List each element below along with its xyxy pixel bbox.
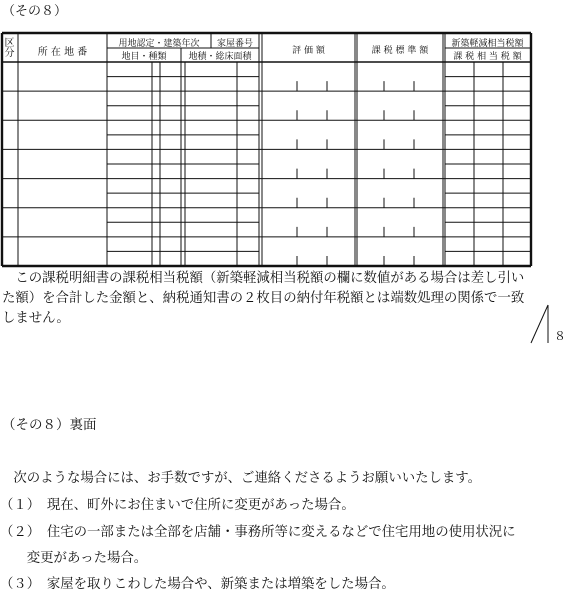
- header-land-cert-year: 用地認定・建築年次: [118, 39, 200, 49]
- item-2: （２） 住宅の一部または全部を店舗・事務所等に変えるなどで住宅用地の使用状況に: [0, 525, 516, 540]
- item-2-continued: 変更があった場合。: [0, 551, 148, 566]
- section-label: （その８）: [2, 4, 68, 19]
- note-line-2: た額）を合計した金額と、納税通知書の２枚目の納付年税額とは端数処理の関係で一致: [2, 291, 525, 306]
- header-assessed-value: 評 価 額: [292, 46, 325, 56]
- item-3: （３） 家屋を取りこわした場合や、新築または増築をした場合。: [0, 577, 395, 592]
- header-area: 地積・総床面積: [188, 52, 252, 62]
- note-line-1: この課税明細書の課税相当税額（新築軽減相当税額の欄に数値がある場合は差し引い: [2, 271, 525, 286]
- header-location: 所 在 地 番: [37, 47, 88, 58]
- fraction-slash: [528, 302, 552, 346]
- header-reduction-top: 新築軽減相当税額: [451, 39, 524, 49]
- header-house-number: 家屋番号: [216, 39, 253, 49]
- header-reduction-bottom: 課 税 相 当 税 額: [453, 52, 522, 62]
- note-line-3: しません。: [2, 311, 70, 326]
- fraction-mark: ８: [554, 329, 567, 343]
- header-kubun: 区 分: [4, 38, 15, 59]
- section-label-reverse: （その８）裏面: [2, 417, 97, 433]
- item-1: （１） 現在、町外にお住まいで住所に変更があった場合。: [0, 498, 355, 513]
- header-tax-base: 課 税 標 準 額: [371, 46, 429, 56]
- intro-text: 次のような場合には、お手数ですが、ご連絡くださるようお願いいたします。: [0, 471, 481, 486]
- header-land-type: 地目・種類: [121, 52, 167, 62]
